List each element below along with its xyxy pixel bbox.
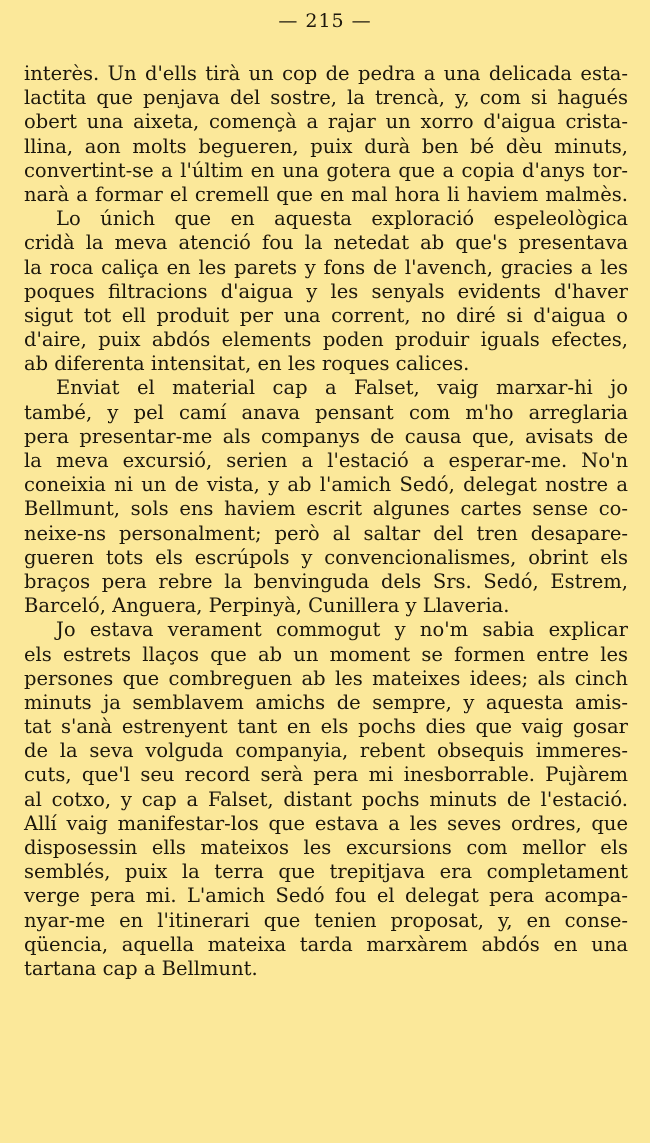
text-line: ab diferenta intensitat, en les roques calices. bbox=[24, 352, 470, 376]
text-line: semblés, puix la terra que trepitjava era completament bbox=[24, 860, 628, 884]
text-line: lactita que penjava del sostre, la trencà, y, com si hagués bbox=[24, 86, 628, 110]
text-line: Bellmunt, sols ens haviem escrit algunes cartes sense co- bbox=[24, 497, 628, 521]
text-line: sigut tot ell produit per una corrent, no diré si d'aigua o bbox=[24, 303, 628, 327]
paragraph bbox=[24, 376, 628, 618]
page-number: — 215 — bbox=[278, 10, 372, 32]
text-line: també, y pel camí anava pensant com m'ho arreglaria bbox=[24, 400, 628, 424]
body-text bbox=[24, 62, 628, 981]
text-line: poques filtracions d'aigua y les senyals evidents d'haver bbox=[24, 279, 628, 303]
text-line: pera presentar-me als companys de causa que, avisats de bbox=[24, 424, 628, 448]
text-line: d'aire, puix abdós elements poden produir iguals efectes, bbox=[24, 328, 628, 352]
text-line: cuts, que'l seu record serà pera mi inesborrable. Pujàrem bbox=[24, 763, 628, 787]
text-line: interès. Un d'ells tirà un cop de pedra a una delicada esta- bbox=[24, 62, 628, 85]
text-line: Enviat el material cap a Falset, vaig marxar-hi jo bbox=[56, 376, 628, 400]
text-line: qüencia, aquella mateixa tarda marxàrem abdós en una bbox=[24, 932, 628, 956]
text-line: obert una aixeta, començà a rajar un xorro d'aigua crista- bbox=[24, 110, 628, 134]
text-line: Lo únich que en aquesta exploració espeleològica bbox=[56, 207, 628, 231]
text-line: cridà la meva atenció fou la netedat ab que's presentava bbox=[24, 231, 628, 255]
paragraph bbox=[24, 618, 628, 981]
paragraph bbox=[24, 62, 628, 207]
text-line: tat s'anà estrenyent tant en els pochs dies que vaig gosar bbox=[24, 715, 628, 739]
text-line: de la seva volguda companyia, rebent obsequis immeres- bbox=[24, 739, 628, 763]
text-line: coneixia ni un de vista, y ab l'amich Sedó, delegat nostre a bbox=[24, 473, 628, 497]
paragraph bbox=[24, 207, 628, 376]
text-line: minuts ja semblavem amichs de sempre, y aquesta amis- bbox=[24, 690, 628, 714]
text-line: tartana cap a Bellmunt. bbox=[24, 956, 258, 980]
text-line: disposessin ells mateixos les excursions com mellor els bbox=[24, 836, 628, 859]
text-line: braços pera rebre la benvinguda dels Srs. Sedó, Estrem, bbox=[24, 569, 628, 593]
text-line: Jo estava verament commogut y no'm sabia explicar bbox=[56, 618, 628, 642]
text-line: la meva excursió, serien a l'estació a esperar-me. No'n bbox=[24, 449, 628, 472]
text-line: al cotxo, y cap a Falset, distant pochs minuts de l'estació. bbox=[24, 787, 628, 811]
text-line: Barceló, Anguera, Perpinyà, Cunillera y Llaveria. bbox=[24, 594, 510, 618]
text-line: gueren tots els escrúpols y convencionalismes, obrint els bbox=[24, 545, 628, 569]
text-line: narà a formar el cremell que en mal hora li haviem malmès. bbox=[24, 182, 628, 206]
text-line: Allí vaig manifestar-los que estava a les seves ordres, que bbox=[24, 811, 628, 835]
text-line: neixe-ns personalment; però al saltar del tren desapare- bbox=[24, 521, 628, 545]
text-line: convertint-se a l'últim en una gotera que a copia d'anys tor- bbox=[24, 158, 628, 182]
text-line: els estrets llaços que ab un moment se formen entre les bbox=[24, 642, 628, 666]
text-line: llina, aon molts begueren, puix durà ben bé dèu minuts, bbox=[24, 134, 628, 158]
text-line: nyar-me en l'itinerari que tenien proposat, y, en conse- bbox=[24, 908, 628, 932]
text-line: verge pera mi. L'amich Sedó fou el delegat pera acompa- bbox=[24, 884, 628, 908]
text-line: persones que combreguen ab les mateixes idees; als cinch bbox=[24, 666, 628, 690]
text-line: la roca caliça en les parets y fons de l'avench, gracies a les bbox=[24, 255, 628, 279]
